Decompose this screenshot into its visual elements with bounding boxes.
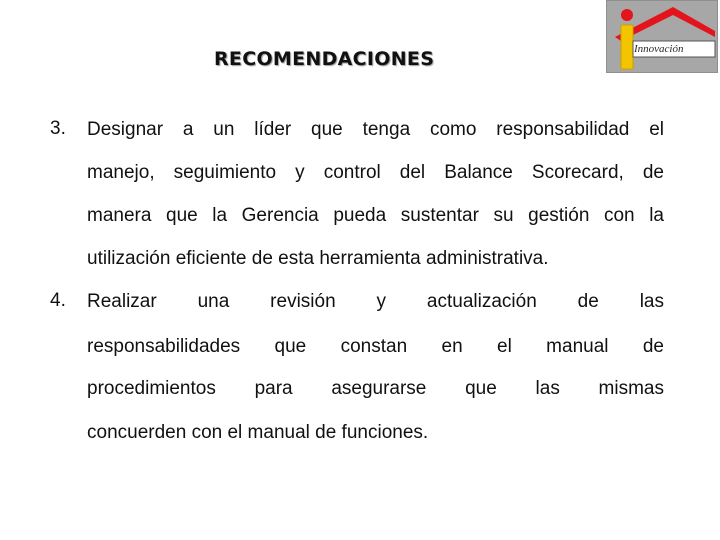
item-line: responsabilidades que constan en el manual de (87, 336, 664, 357)
item-line: concuerden con el manual de funciones. (87, 422, 429, 443)
company-logo (606, 0, 718, 73)
logo-dot (621, 9, 633, 21)
item-number: 4. (50, 290, 66, 311)
item-line: Designar a un líder que tenga como responsabilidad el (87, 119, 664, 140)
item-line: procedimientos para asegurarse que las mismas (87, 378, 664, 399)
item-line: Realizar una revisión y actualización de las (87, 291, 664, 312)
logo-pillar (621, 25, 633, 69)
item-line: utilización eficiente de esta herramienta administrativa. (87, 248, 549, 269)
logo-text: Innovación (634, 43, 684, 55)
item-line: manera que la Gerencia pueda sustentar su gestión con la (87, 205, 664, 226)
house-logo-icon (607, 1, 719, 74)
item-line: manejo, seguimiento y control del Balance Scorecard, de (87, 162, 664, 183)
item-number: 3. (50, 118, 66, 139)
page-title: RECOMENDACIONES (214, 48, 435, 70)
